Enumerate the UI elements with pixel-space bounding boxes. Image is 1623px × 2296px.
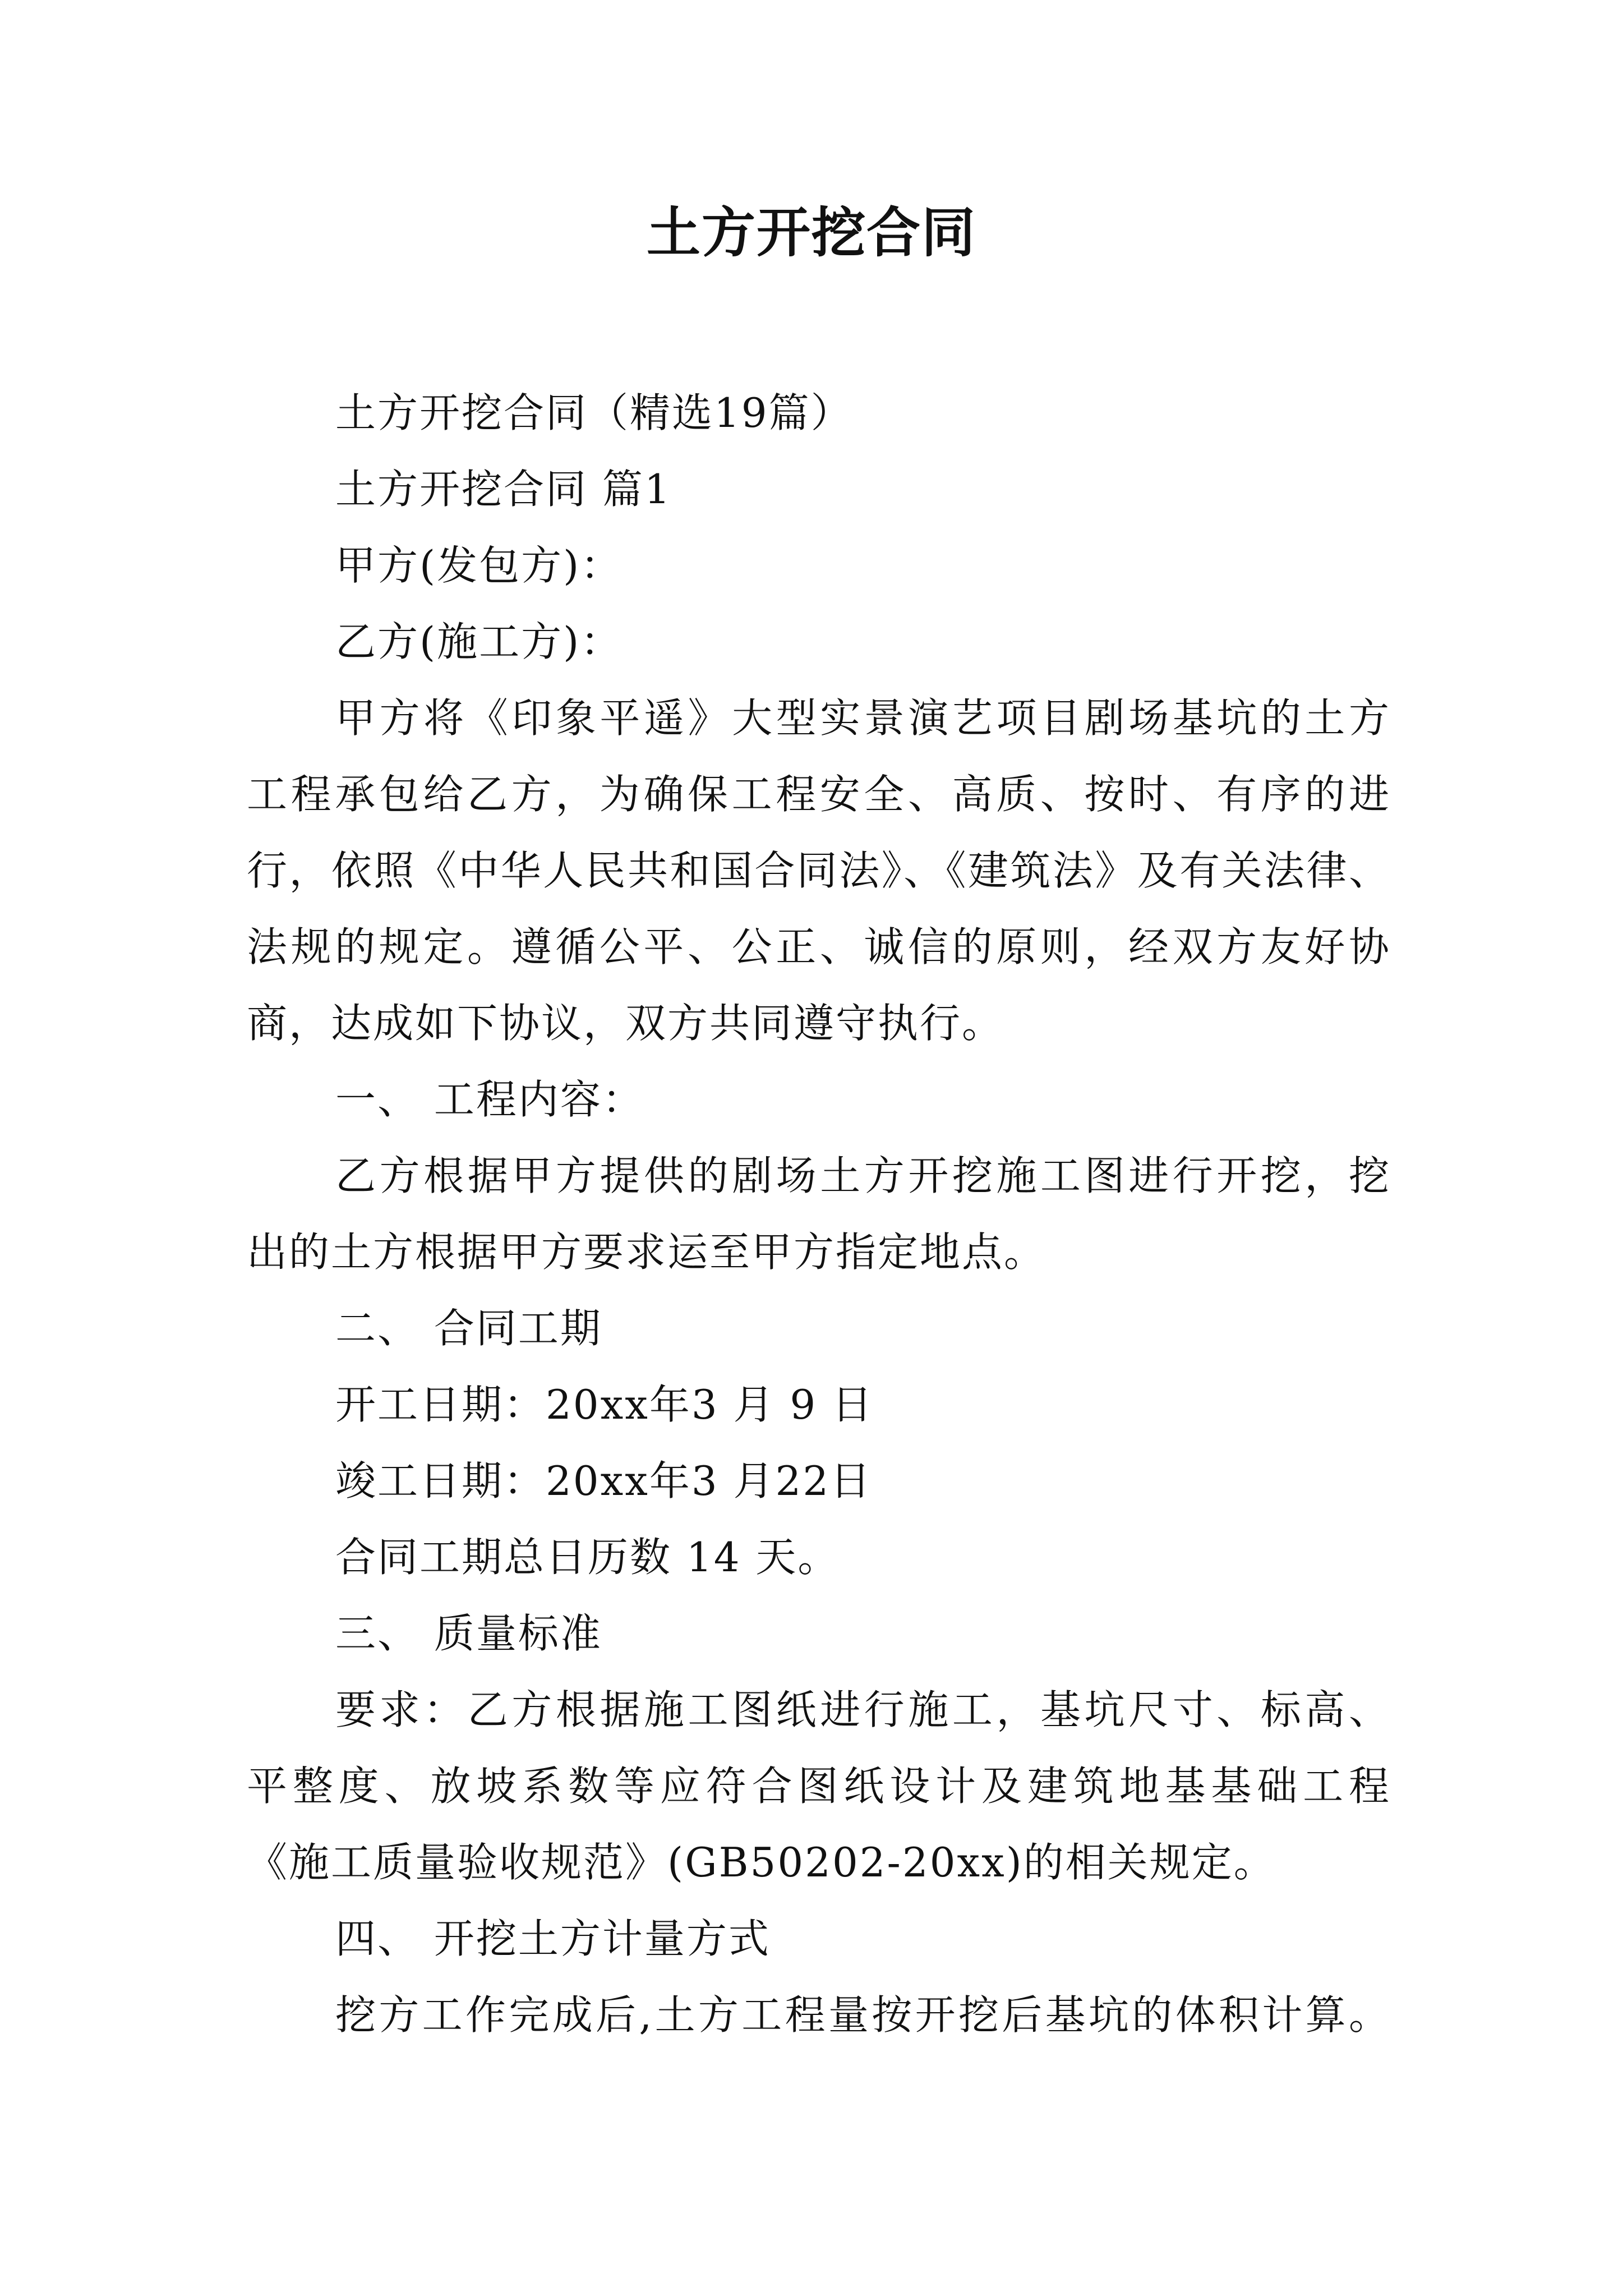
paragraph-line: 平整度、放坡系数等应符合图纸设计及建筑地基基础工程: [247, 1763, 1391, 1810]
clause-heading: 四、 开挖土方计量方式: [335, 1915, 771, 1962]
paragraph-line: 土方开挖合同（精选19篇）: [335, 389, 853, 436]
party-b-label: 乙方(施工方)：: [335, 618, 623, 665]
paragraph-line: 出的土方根据甲方要求运至甲方指定地点。: [247, 1228, 1046, 1276]
party-a-label: 甲方(发包方)：: [335, 542, 623, 589]
clause-heading: 一、 工程内容：: [335, 1076, 644, 1123]
document-body: [247, 375, 1391, 2053]
paragraph-line: 工程承包给乙方，为确保工程安全、高质、按时、有序的进: [247, 771, 1391, 818]
paragraph-line: 商，达成如下协议，双方共同遵守执行。: [247, 1000, 1004, 1047]
paragraph-line: 乙方根据甲方提供的剧场土方开挖施工图进行开挖，挖: [335, 1152, 1391, 1199]
paragraph-line: 挖方工作完成后,土方工程量按开挖后基坑的体积计算。: [335, 1991, 1391, 2039]
duration-line: 合同工期总日历数 14 天。: [335, 1534, 840, 1581]
paragraph-line: 法规的规定。遵循公平、公正、诚信的原则，经双方友好协: [247, 923, 1391, 970]
section-heading: 土方开挖合同 篇1: [335, 466, 672, 513]
clause-heading: 三、 质量标准: [335, 1610, 602, 1657]
paragraph-line: 《施工质量验收规范》(GB50202-20xx)的相关规定。: [247, 1839, 1276, 1886]
paragraph-line: 行，依照《中华人民共和国合同法》、《建筑法》及有关法律、: [247, 847, 1391, 894]
paragraph-line: 要求：乙方根据施工图纸进行施工，基坑尺寸、标高、: [335, 1686, 1391, 1733]
clause-heading: 二、 合同工期: [335, 1305, 602, 1352]
completion-date-line: 竣工日期：20xx年3 月22日: [335, 1457, 873, 1504]
paragraph-line: 甲方将《印象平遥》大型实景演艺项目剧场基坑的土方: [335, 694, 1391, 742]
document-title: 土方开挖合同: [647, 201, 976, 264]
start-date-line: 开工日期：20xx年3 月 9 日: [335, 1381, 874, 1428]
